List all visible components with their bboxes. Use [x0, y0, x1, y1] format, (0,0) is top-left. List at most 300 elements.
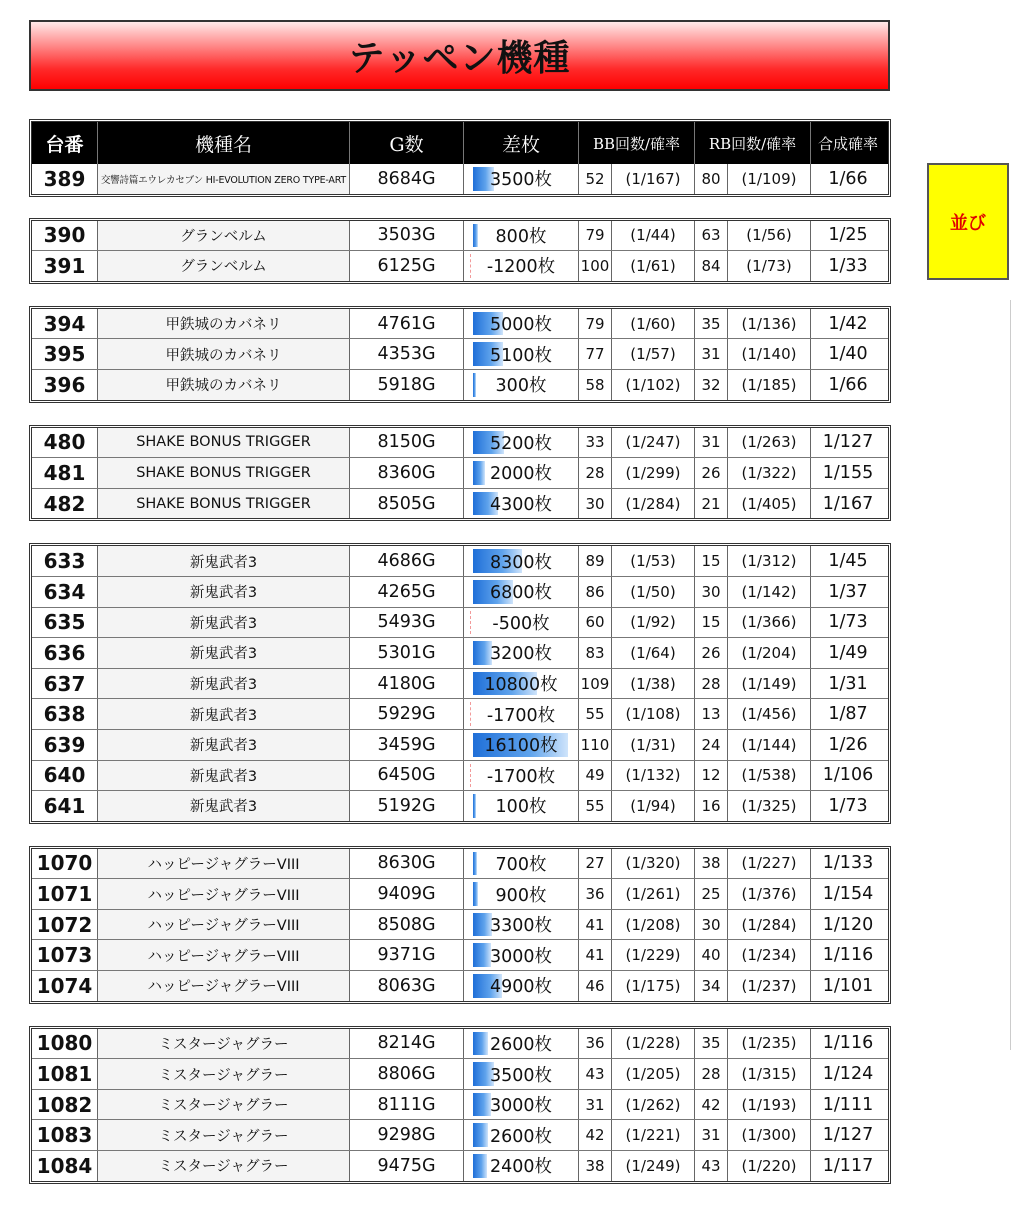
table-row [32, 164, 888, 194]
game-count: 4761G [350, 309, 464, 339]
rb-rate: (1/322) [728, 458, 811, 488]
machine-number: 1081 [32, 1059, 98, 1089]
table-group [29, 543, 891, 823]
combined-rate: 1/133 [822, 853, 874, 874]
table-group [29, 1026, 891, 1184]
game-count: 4180G [350, 669, 464, 699]
table-row [32, 428, 888, 458]
diff-text: 100枚 [495, 797, 547, 818]
game-count: 4265G [350, 577, 464, 607]
bb-rate: (1/320) [612, 849, 695, 879]
machine-table [29, 119, 891, 1206]
bb-count: 100 [579, 251, 612, 281]
machine-name: SHAKE BONUS TRIGGER [98, 458, 350, 488]
bb-count: 86 [579, 577, 612, 607]
diff-text: 5200枚 [489, 433, 553, 454]
game-count: 8150G [350, 428, 464, 458]
bb-rate: (1/53) [612, 546, 695, 576]
machine-number: 395 [32, 339, 98, 369]
rb-rate: (1/140) [728, 339, 811, 369]
diff-medals [464, 489, 579, 519]
combined-rate: 1/26 [828, 734, 868, 755]
table-row [32, 970, 888, 1001]
rb-rate: (1/315) [728, 1059, 811, 1089]
diff-bar [473, 1154, 487, 1178]
rb-rate: (1/149) [728, 669, 811, 699]
table-row [32, 1119, 888, 1150]
rb-rate: (1/312) [728, 546, 811, 576]
rb-count: 43 [695, 1151, 728, 1181]
table-row [32, 1150, 888, 1181]
diff-bar [473, 794, 476, 818]
rb-rate: (1/185) [728, 370, 811, 400]
game-count: 8111G [350, 1090, 464, 1120]
bb-rate: (1/50) [612, 577, 695, 607]
diff-bar-negative [470, 254, 473, 278]
combined-rate: 1/73 [828, 795, 868, 816]
bb-rate: (1/31) [612, 730, 695, 760]
table-row [32, 488, 888, 519]
rb-count: 31 [695, 1120, 728, 1150]
game-count: 9409G [350, 879, 464, 909]
game-count: 8214G [350, 1029, 464, 1059]
game-count: 8508G [350, 910, 464, 940]
rb-count: 32 [695, 370, 728, 400]
diff-medals [464, 1151, 579, 1181]
table-row [32, 1089, 888, 1120]
table-row [32, 250, 888, 281]
bb-count: 109 [579, 669, 612, 699]
rb-count: 40 [695, 940, 728, 970]
diff-text: 3000枚 [489, 1096, 553, 1117]
table-row [32, 939, 888, 970]
table-row [32, 698, 888, 729]
bb-rate: (1/92) [612, 608, 695, 638]
bb-count: 79 [579, 221, 612, 251]
machine-number: 480 [32, 428, 98, 458]
header-name: 機種名 [98, 122, 350, 164]
diff-medals [464, 1029, 579, 1059]
machine-number: 633 [32, 546, 98, 576]
machine-name: ミスタージャグラー [98, 1090, 350, 1120]
machine-number: 1082 [32, 1090, 98, 1120]
rb-count: 26 [695, 458, 728, 488]
bb-rate: (1/221) [612, 1120, 695, 1150]
machine-name: ミスタージャグラー [98, 1151, 350, 1181]
rb-rate: (1/300) [728, 1120, 811, 1150]
table-group [29, 218, 891, 284]
combined-rate: 1/42 [828, 313, 868, 334]
diff-medals [464, 546, 579, 576]
rb-count: 26 [695, 638, 728, 668]
diff-bar [473, 373, 476, 397]
table-row [32, 760, 888, 791]
diff-medals [464, 1120, 579, 1150]
rb-rate: (1/56) [728, 221, 811, 251]
diff-medals [464, 791, 579, 821]
bb-rate: (1/208) [612, 910, 695, 940]
table-row [32, 221, 888, 251]
combined-rate: 1/106 [822, 765, 874, 786]
table-row [32, 849, 888, 879]
table-row [32, 878, 888, 909]
rb-count: 28 [695, 669, 728, 699]
diff-text: 900枚 [495, 885, 547, 906]
diff-text: -500枚 [492, 613, 550, 634]
diff-medals [464, 608, 579, 638]
combined-rate: 1/66 [828, 374, 868, 395]
bb-count: 110 [579, 730, 612, 760]
table-row [32, 309, 888, 339]
bb-rate: (1/94) [612, 791, 695, 821]
bb-count: 83 [579, 638, 612, 668]
diff-medals [464, 910, 579, 940]
rb-count: 63 [695, 221, 728, 251]
machine-name: 甲鉄城のカバネリ [98, 339, 350, 369]
diff-text: -1700枚 [486, 766, 556, 787]
bb-rate: (1/102) [612, 370, 695, 400]
combined-rate: 1/154 [822, 884, 874, 905]
bb-rate: (1/284) [612, 489, 695, 519]
diff-bar-negative [470, 764, 473, 788]
table-group [29, 846, 891, 1004]
machine-number: 1080 [32, 1029, 98, 1059]
bb-rate: (1/108) [612, 699, 695, 729]
machine-name: 新鬼武者3 [98, 761, 350, 791]
machine-number: 636 [32, 638, 98, 668]
bb-rate: (1/247) [612, 428, 695, 458]
machine-number: 389 [32, 164, 98, 194]
combined-rate: 1/87 [828, 704, 868, 725]
rb-count: 35 [695, 309, 728, 339]
table-group [29, 306, 891, 403]
game-count: 3503G [350, 221, 464, 251]
header-diff: 差枚 [464, 122, 579, 164]
bb-rate: (1/60) [612, 309, 695, 339]
table-row [32, 729, 888, 760]
rb-count: 16 [695, 791, 728, 821]
machine-name: ミスタージャグラー [98, 1029, 350, 1059]
header-games: G数 [350, 122, 464, 164]
table-header [32, 122, 888, 164]
game-count: 9475G [350, 1151, 464, 1181]
bb-rate: (1/61) [612, 251, 695, 281]
rb-rate: (1/136) [728, 309, 811, 339]
bb-rate: (1/167) [612, 164, 695, 194]
rb-rate: (1/237) [728, 971, 811, 1001]
diff-medals [464, 730, 579, 760]
machine-number: 637 [32, 669, 98, 699]
diff-text: 6800枚 [489, 583, 553, 604]
machine-number: 1084 [32, 1151, 98, 1181]
bb-count: 55 [579, 699, 612, 729]
diff-medals [464, 849, 579, 879]
rb-rate: (1/263) [728, 428, 811, 458]
diff-bar [473, 882, 478, 906]
diff-text: 16100枚 [484, 736, 558, 757]
diff-bar [473, 1032, 488, 1056]
rb-rate: (1/405) [728, 489, 811, 519]
machine-name: ハッピージャグラーVIII [98, 910, 350, 940]
rb-rate: (1/376) [728, 879, 811, 909]
machine-name: 新鬼武者3 [98, 730, 350, 760]
game-count: 8684G [350, 164, 464, 194]
diff-medals [464, 428, 579, 458]
diff-medals [464, 251, 579, 281]
diff-text: 3500枚 [489, 170, 553, 191]
bb-count: 58 [579, 370, 612, 400]
combined-rate: 1/155 [822, 462, 874, 483]
diff-medals [464, 339, 579, 369]
bb-count: 33 [579, 428, 612, 458]
machine-name: ミスタージャグラー [98, 1120, 350, 1150]
game-count: 5192G [350, 791, 464, 821]
combined-rate: 1/117 [822, 1155, 874, 1176]
diff-text: 2600枚 [489, 1034, 553, 1055]
machine-name: グランベルム [98, 221, 350, 251]
bb-rate: (1/38) [612, 669, 695, 699]
diff-medals [464, 879, 579, 909]
diff-text: 8300枚 [489, 552, 553, 573]
rb-count: 80 [695, 164, 728, 194]
rb-count: 38 [695, 849, 728, 879]
diff-text: 3200枚 [489, 644, 553, 665]
combined-rate: 1/120 [822, 914, 874, 935]
combined-rate: 1/49 [828, 642, 868, 663]
bb-count: 28 [579, 458, 612, 488]
machine-name: SHAKE BONUS TRIGGER [98, 428, 350, 458]
game-count: 5493G [350, 608, 464, 638]
combined-rate: 1/116 [822, 1033, 874, 1054]
bb-rate: (1/205) [612, 1059, 695, 1089]
game-count: 5918G [350, 370, 464, 400]
table-row [32, 790, 888, 821]
combined-rate: 1/124 [822, 1064, 874, 1085]
table-row [32, 1058, 888, 1089]
bb-count: 77 [579, 339, 612, 369]
rb-count: 21 [695, 489, 728, 519]
combined-rate: 1/40 [828, 344, 868, 365]
machine-name: 新鬼武者3 [98, 608, 350, 638]
diff-text: 2600枚 [489, 1126, 553, 1147]
bb-count: 52 [579, 164, 612, 194]
combined-rate: 1/127 [822, 432, 874, 453]
right-divider [1010, 300, 1011, 1050]
bb-rate: (1/228) [612, 1029, 695, 1059]
machine-name: 新鬼武者3 [98, 699, 350, 729]
bb-count: 60 [579, 608, 612, 638]
combined-rate: 1/33 [828, 255, 868, 276]
diff-text: 800枚 [495, 226, 547, 247]
bb-count: 42 [579, 1120, 612, 1150]
machine-number: 1071 [32, 879, 98, 909]
diff-medals [464, 1059, 579, 1089]
diff-text: 3300枚 [489, 916, 553, 937]
diff-medals [464, 638, 579, 668]
rb-rate: (1/284) [728, 910, 811, 940]
bb-count: 31 [579, 1090, 612, 1120]
diff-bar-negative [470, 611, 473, 635]
machine-number: 1083 [32, 1120, 98, 1150]
rb-count: 28 [695, 1059, 728, 1089]
diff-bar [473, 224, 478, 248]
diff-medals [464, 221, 579, 251]
machine-number: 1070 [32, 849, 98, 879]
bb-count: 55 [579, 791, 612, 821]
combined-rate: 1/73 [828, 612, 868, 633]
table-row [32, 1029, 888, 1059]
machine-name: ミスタージャグラー [98, 1059, 350, 1089]
machine-number: 635 [32, 608, 98, 638]
header-rb: RB回数/確率 [695, 122, 811, 164]
header-no: 台番 [32, 122, 98, 164]
rb-rate: (1/227) [728, 849, 811, 879]
rb-rate: (1/109) [728, 164, 811, 194]
table-group [29, 425, 891, 522]
machine-number: 639 [32, 730, 98, 760]
combined-rate: 1/25 [828, 225, 868, 246]
bb-count: 38 [579, 1151, 612, 1181]
game-count: 4353G [350, 339, 464, 369]
narabi-label: 並び [927, 163, 1009, 280]
diff-text: 4300枚 [489, 495, 553, 516]
game-count: 8505G [350, 489, 464, 519]
bb-rate: (1/249) [612, 1151, 695, 1181]
rb-count: 31 [695, 339, 728, 369]
rb-rate: (1/366) [728, 608, 811, 638]
diff-medals [464, 577, 579, 607]
rb-rate: (1/220) [728, 1151, 811, 1181]
machine-name: 新鬼武者3 [98, 577, 350, 607]
diff-bar [473, 1123, 488, 1147]
machine-name: グランベルム [98, 251, 350, 281]
rb-rate: (1/142) [728, 577, 811, 607]
machine-number: 482 [32, 489, 98, 519]
machine-number: 641 [32, 791, 98, 821]
table-row [32, 576, 888, 607]
diff-medals [464, 370, 579, 400]
table-row [32, 637, 888, 668]
table-row [32, 369, 888, 400]
bb-rate: (1/175) [612, 971, 695, 1001]
machine-name: ハッピージャグラーVIII [98, 879, 350, 909]
header-bb: BB回数/確率 [579, 122, 695, 164]
machine-name: ハッピージャグラーVIII [98, 940, 350, 970]
diff-text: 5100枚 [489, 345, 553, 366]
rb-count: 25 [695, 879, 728, 909]
bb-count: 30 [579, 489, 612, 519]
bb-rate: (1/299) [612, 458, 695, 488]
diff-text: 700枚 [495, 854, 547, 875]
machine-number: 640 [32, 761, 98, 791]
title-banner [29, 20, 890, 91]
rb-count: 30 [695, 577, 728, 607]
machine-name: 甲鉄城のカバネリ [98, 309, 350, 339]
diff-text: -1200枚 [486, 257, 556, 278]
table-row [32, 668, 888, 699]
combined-rate: 1/167 [822, 493, 874, 514]
machine-name: 交響詩篇エウレカセブン HI-EVOLUTION ZERO TYPE-ART [98, 164, 350, 194]
header-combined: 合成確率 [817, 134, 878, 153]
diff-text: 2000枚 [489, 464, 553, 485]
machine-number: 1072 [32, 910, 98, 940]
bb-count: 49 [579, 761, 612, 791]
machine-number: 638 [32, 699, 98, 729]
diff-bar [473, 943, 491, 967]
table-row [32, 546, 888, 576]
bb-rate: (1/261) [612, 879, 695, 909]
rb-count: 31 [695, 428, 728, 458]
bb-count: 36 [579, 879, 612, 909]
diff-bar-negative [470, 702, 473, 726]
bb-count: 89 [579, 546, 612, 576]
diff-medals [464, 164, 579, 194]
machine-name: 新鬼武者3 [98, 669, 350, 699]
diff-medals [464, 940, 579, 970]
rb-count: 12 [695, 761, 728, 791]
machine-name: SHAKE BONUS TRIGGER [98, 489, 350, 519]
machine-name: 甲鉄城のカバネリ [98, 370, 350, 400]
bb-count: 41 [579, 940, 612, 970]
rb-rate: (1/456) [728, 699, 811, 729]
bb-count: 36 [579, 1029, 612, 1059]
bb-rate: (1/132) [612, 761, 695, 791]
diff-text: 10800枚 [484, 675, 558, 696]
bb-count: 41 [579, 910, 612, 940]
bb-count: 27 [579, 849, 612, 879]
table-row [32, 909, 888, 940]
rb-rate: (1/234) [728, 940, 811, 970]
rb-rate: (1/325) [728, 791, 811, 821]
rb-count: 84 [695, 251, 728, 281]
machine-number: 394 [32, 309, 98, 339]
diff-text: 3000枚 [489, 946, 553, 967]
combined-rate: 1/66 [828, 168, 868, 189]
combined-rate: 1/37 [828, 581, 868, 602]
machine-name: 新鬼武者3 [98, 638, 350, 668]
table-row [32, 607, 888, 638]
bb-rate: (1/44) [612, 221, 695, 251]
combined-rate: 1/31 [828, 673, 868, 694]
rb-count: 35 [695, 1029, 728, 1059]
rb-count: 24 [695, 730, 728, 760]
game-count: 8063G [350, 971, 464, 1001]
rb-count: 30 [695, 910, 728, 940]
game-count: 5929G [350, 699, 464, 729]
rb-count: 42 [695, 1090, 728, 1120]
machine-number: 481 [32, 458, 98, 488]
diff-text: 2400枚 [489, 1157, 553, 1178]
machine-number: 390 [32, 221, 98, 251]
machine-number: 634 [32, 577, 98, 607]
combined-rate: 1/45 [828, 551, 868, 572]
game-count: 8630G [350, 849, 464, 879]
game-count: 6450G [350, 761, 464, 791]
game-count: 9371G [350, 940, 464, 970]
bb-count: 46 [579, 971, 612, 1001]
game-count: 9298G [350, 1120, 464, 1150]
table-row [32, 457, 888, 488]
diff-text: 3500枚 [489, 1065, 553, 1086]
rb-rate: (1/73) [728, 251, 811, 281]
diff-text: 4900枚 [489, 977, 553, 998]
bb-rate: (1/57) [612, 339, 695, 369]
machine-name: ハッピージャグラーVIII [98, 971, 350, 1001]
combined-rate: 1/111 [822, 1094, 874, 1115]
game-count: 6125G [350, 251, 464, 281]
combined-rate: 1/101 [822, 975, 874, 996]
machine-number: 1073 [32, 940, 98, 970]
